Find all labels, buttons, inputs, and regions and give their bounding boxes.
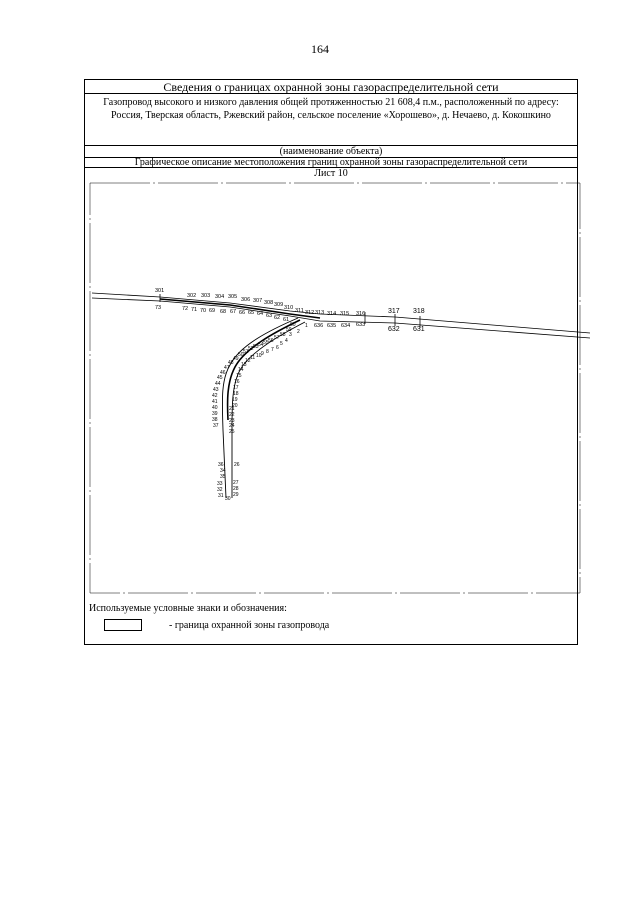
label-49: 49 [233,356,239,362]
label-14: 14 [238,367,244,373]
label-63: 63 [266,313,273,319]
label-65: 65 [248,310,255,316]
label-42: 42 [212,393,218,399]
object-name-caption: (наименование объекта) [85,146,577,158]
label-7: 7 [271,347,274,353]
label-3: 3 [289,332,292,338]
label-33: 33 [217,481,223,487]
label-22: 22 [229,412,235,418]
label-315: 315 [340,311,350,317]
label-16: 16 [234,379,240,385]
label-9: 9 [261,351,264,357]
label-55: 55 [263,340,269,346]
label-302: 302 [187,293,197,299]
label-20: 20 [232,403,238,409]
label-73: 73 [155,305,162,311]
label-47: 47 [224,365,230,371]
label-28: 28 [233,486,239,492]
label-318: 318 [413,308,425,315]
label-314: 314 [327,311,337,317]
label-12: 12 [245,358,251,364]
label-59: 59 [286,327,292,333]
label-25: 25 [229,429,235,435]
label-61: 61 [283,317,290,323]
label-36: 36 [218,462,224,468]
label-317: 317 [388,308,400,315]
label-72: 72 [182,306,189,312]
label-71: 71 [191,307,198,313]
label-44: 44 [215,381,221,387]
label-307: 307 [253,298,263,304]
label-308: 308 [264,300,274,306]
label-54: 54 [258,342,264,348]
label-19: 19 [232,397,238,403]
label-26: 26 [234,462,240,468]
label-35: 35 [220,474,226,480]
label-5: 5 [280,341,283,347]
label-67: 67 [230,309,237,315]
label-64: 64 [257,311,264,317]
sheet-label: Лист 10 [314,168,348,179]
label-316: 316 [356,311,366,317]
label-6: 6 [276,345,279,351]
label-312: 312 [305,310,315,316]
label-2: 2 [297,329,300,335]
label-69: 69 [209,308,216,314]
label-13: 13 [241,362,247,368]
label-48: 48 [228,360,234,366]
label-39: 39 [212,411,218,417]
label-632: 632 [388,326,400,333]
legend-item-label: - граница охранной зоны газопровода [169,620,330,631]
label-631: 631 [413,326,425,333]
label-52: 52 [248,346,254,352]
label-60: 60 [290,322,296,328]
label-32: 32 [217,487,223,493]
label-304: 304 [215,294,225,300]
label-21: 21 [229,406,235,412]
page-number: 164 [311,42,329,56]
label-636: 636 [314,323,324,329]
label-56: 56 [268,338,274,344]
graphic-description-heading: Графическое описание местоположения границ охранной зоны газораспределительной сети [85,158,577,168]
label-46: 46 [220,370,226,376]
label-37: 37 [213,423,219,429]
map-sheet-border [90,183,580,593]
label-68: 68 [220,309,227,315]
label-34: 34 [220,468,226,474]
label-8: 8 [266,349,269,355]
label-305: 305 [228,294,238,300]
label-633: 633 [356,322,366,328]
label-17: 17 [233,385,239,391]
label-31: 31 [218,493,224,499]
label-38: 38 [212,417,218,423]
label-50: 50 [238,352,244,358]
label-24: 24 [229,423,235,429]
label-10: 10 [256,353,262,359]
label-30: 30 [225,496,231,502]
document-title: Сведения о границах охранной зоны газораспределительной сети [85,80,577,94]
label-306: 306 [241,297,251,303]
label-62: 62 [274,315,281,321]
label-70: 70 [200,308,207,314]
label-634: 634 [341,323,351,329]
label-43: 43 [213,387,219,393]
label-27: 27 [233,480,239,486]
label-53: 53 [253,344,259,350]
label-303: 303 [201,293,211,299]
label-66: 66 [239,310,246,316]
label-40: 40 [212,405,218,411]
label-311: 311 [295,308,304,314]
label-313: 313 [315,310,325,316]
object-description: Газопровод высокого и низкого давления общей протяженностью 21 608,4 п.м., расположенный по адресу: Россия, Тверская область, Ржевский район, сельское поселение «Хорошево», д. Нечаево, д. Кокошкино [85,94,577,146]
label-29: 29 [233,492,239,498]
label-301: 301 [155,288,165,294]
label-58: 58 [280,332,286,338]
label-635: 635 [327,323,337,329]
label-310: 310 [284,305,294,311]
label-45: 45 [217,375,223,381]
label-41: 41 [212,399,218,405]
label-23: 23 [229,418,235,424]
label-57: 57 [274,335,280,341]
label-4: 4 [285,338,288,344]
label-11: 11 [250,355,256,361]
label-15: 15 [236,373,242,379]
legend-title: Используемые условные знаки и обозначения: [89,603,287,614]
label-18: 18 [233,391,239,397]
label-1: 1 [305,323,308,329]
label-309: 309 [274,302,284,308]
label-51: 51 [243,349,249,355]
